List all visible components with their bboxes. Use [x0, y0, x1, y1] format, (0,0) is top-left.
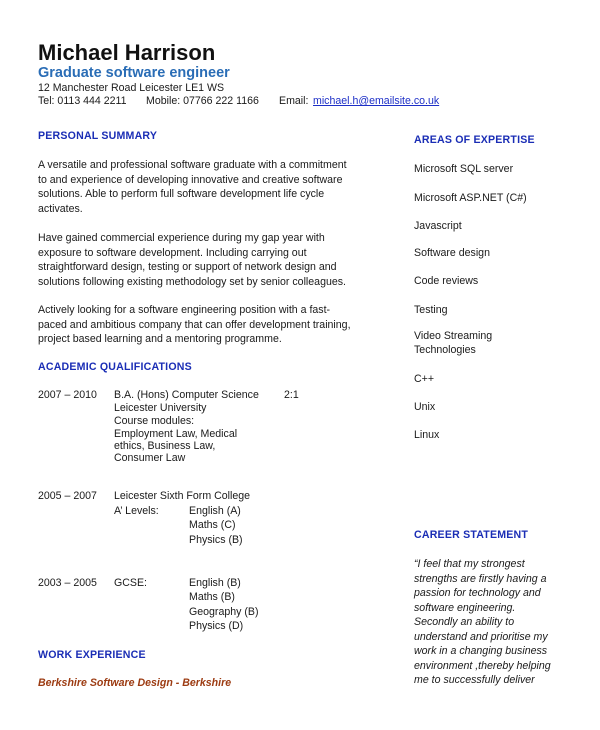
address: 12 Manchester Road Leicester LE1 WS: [38, 82, 225, 94]
expertise-item: Linux: [414, 429, 440, 441]
career-statement-heading: CAREER STATEMENT: [414, 529, 529, 541]
academic-qualifications-heading: ACADEMIC QUALIFICATIONS: [38, 361, 192, 373]
qualification-label: A’ Levels:: [114, 505, 159, 517]
subject-grade: Physics (D): [189, 620, 244, 632]
subject-grade: Physics (B): [189, 534, 243, 546]
subject-grade: English (B): [189, 577, 241, 589]
job-title: Graduate software engineer: [38, 65, 230, 81]
qualification-label: GCSE:: [114, 577, 147, 589]
company-name: Berkshire Software Design - Berkshire: [38, 677, 232, 689]
qualification-years: 2005 – 2007: [38, 490, 97, 502]
work-experience-heading: WORK EXPERIENCE: [38, 649, 146, 661]
email-link[interactable]: michael.h@emailsite.co.uk: [313, 95, 440, 107]
summary-paragraph-2: Have gained commercial experience during my gap year with exposure to software development. Including carrying out straightforward design, testing or support of network design and solutions following existing methodology set by senior colleagues.: [38, 232, 346, 288]
expertise-item: Technologies: [414, 344, 476, 356]
email-label: Email:: [279, 95, 309, 107]
expertise-item: C++: [414, 373, 435, 385]
qualification-grade: 2:1: [284, 389, 299, 401]
expertise-item: Video Streaming: [414, 330, 493, 342]
expertise-item: Unix: [414, 401, 436, 413]
summary-paragraph-1: A versatile and professional software graduate with a commitment to and experience of developing innovative and creative software solutions. Able to perform full software development life cycle activates.: [38, 159, 347, 215]
qualification-years: 2007 – 2010: [38, 389, 97, 401]
qualification-detail: ethics, Business Law,: [114, 440, 216, 452]
telephone: Tel: 0113 444 2211: [38, 95, 127, 107]
summary-paragraph-3: Actively looking for a software engineering position with a fast- paced and ambitious company that can offer development training, project based learning and a mentoring programme.: [38, 304, 351, 345]
subject-grade: Maths (C): [189, 519, 236, 531]
qualification-years: 2003 – 2005: [38, 577, 97, 589]
qualification-detail: Consumer Law: [114, 452, 186, 464]
expertise-item: Javascript: [414, 220, 462, 232]
expertise-item: Microsoft ASP.NET (C#): [414, 192, 527, 204]
qualification-institution: Leicester Sixth Form College: [114, 490, 251, 502]
qualification-degree: B.A. (Hons) Computer Science: [114, 389, 259, 401]
mobile: Mobile: 07766 222 1166: [146, 95, 259, 107]
expertise-item: Microsoft SQL server: [414, 163, 514, 175]
qualification-institution: Leicester University: [114, 402, 207, 414]
subject-grade: Geography (B): [189, 606, 259, 618]
areas-of-expertise-heading: AREAS OF EXPERTISE: [414, 134, 535, 146]
subject-grade: Maths (B): [189, 591, 235, 603]
expertise-item: Testing: [414, 304, 448, 316]
career-statement-text: “I feel that my strongest strengths are firstly having a passion for technology and software engineering. Secondly an ability to understand and prioritise my work in a changing business environment ,thereby helping me to successfully deliver: [414, 558, 551, 686]
qualification-detail: Course modules:: [114, 415, 195, 427]
candidate-name: Michael Harrison: [38, 40, 216, 65]
subject-grade: English (A): [189, 505, 241, 517]
personal-summary-heading: PERSONAL SUMMARY: [38, 130, 158, 142]
expertise-item: Code reviews: [414, 275, 479, 287]
qualification-detail: Employment Law, Medical: [114, 428, 238, 440]
expertise-item: Software design: [414, 247, 490, 259]
